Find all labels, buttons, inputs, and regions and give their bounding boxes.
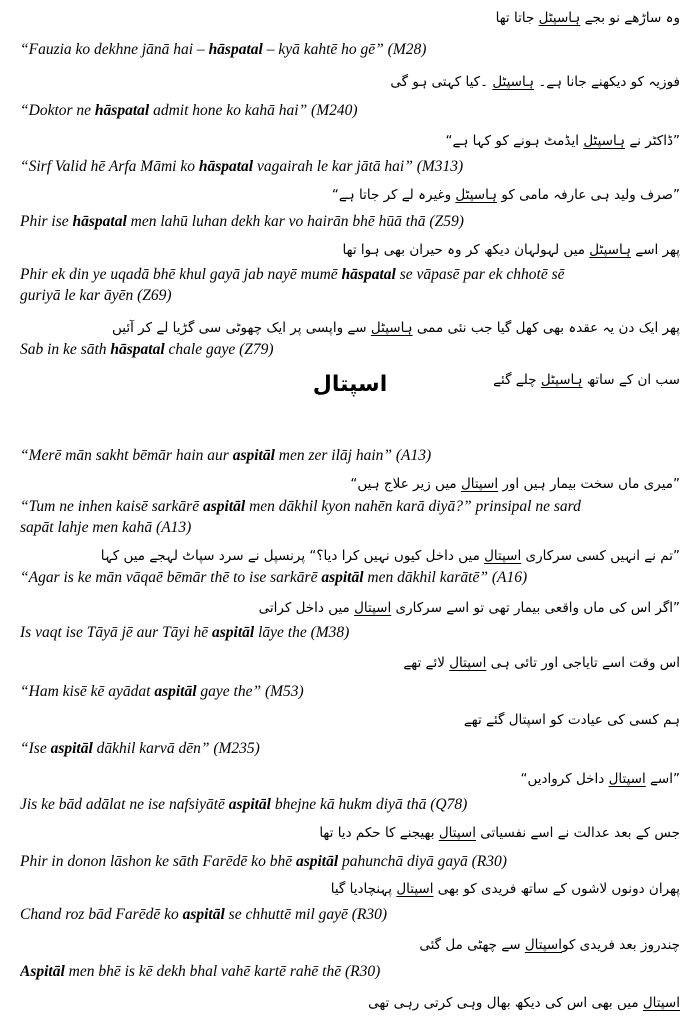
text-fragment: پہنچادیا گیا: [330, 881, 397, 897]
text-fragment: سب ان کے ساتھ: [582, 372, 680, 388]
text-fragment: ”میری ماں سخت بیمار ہیں اور: [498, 476, 680, 492]
romanized-line: [20, 518, 680, 538]
text-fragment: “Doktor ne: [20, 102, 95, 119]
text-fragment: Phir ek din ye uqadā bhē khul gayā jab nayē mumē: [20, 266, 342, 283]
keyword-underlined: اسپتال: [354, 600, 392, 616]
text-fragment: پھر اسے: [631, 242, 680, 258]
urdu-line: [20, 318, 680, 338]
urdu-line: [20, 993, 680, 1013]
keyword-bold: aspitāl: [212, 624, 255, 641]
keyword-bold: hāspatal: [72, 213, 127, 230]
text-fragment: میں داخل کیوں نہیں کرا دیا؟“ پرنسپل نے سرد سپاٹ لہجے میں کہا: [100, 548, 485, 564]
text-fragment: se chhuttē mil gayē (R30): [224, 906, 388, 923]
text-fragment: جس کے بعد عدالت نے اسے نفسیاتی: [475, 825, 680, 841]
romanized-line: [20, 905, 680, 925]
keyword-underlined: ہاسپٹل: [370, 320, 413, 336]
keyword-bold: hāspatal: [110, 341, 165, 358]
text-fragment: میں لہولہان دیکھ کر وہ حیران بھی ہوا تھا: [342, 242, 590, 258]
keyword-underlined: اسپتال: [642, 995, 680, 1011]
urdu-line: [20, 653, 680, 673]
text-fragment: لائے تھے: [403, 655, 450, 671]
text-fragment: Is vaqt ise Tāyā jē aur Tāyi hē: [20, 624, 213, 641]
text-fragment: vagairah le kar jātā hai” (M313): [253, 158, 464, 175]
text-fragment: ”ڈاکٹر نے: [625, 133, 680, 149]
keyword-bold: aspitāl: [182, 906, 225, 923]
keyword-bold: Aspitāl: [20, 963, 65, 980]
romanized-line: [20, 568, 680, 588]
text-fragment: داخل کروادیں“: [520, 771, 609, 787]
text-fragment: Sab in ke sāth: [20, 341, 111, 358]
keyword-bold: aspitāl: [295, 853, 339, 870]
text-fragment: ”اسے: [645, 771, 680, 787]
text-fragment: ”صرف ولید ہی عارفہ مامی کو: [497, 187, 680, 203]
keyword-underlined: ہاسپٹل: [583, 133, 626, 149]
text-fragment: بھیجنے کا حکم دیا تھا: [319, 825, 439, 841]
urdu-line: [20, 546, 680, 566]
urdu-line: [20, 879, 680, 899]
text-fragment: men lahū luhan dekh kar vo hairān bhē hūā thā (Z59): [126, 213, 464, 230]
text-fragment: Phir in donon lāshon ke sāth Farēdē ko bhē: [20, 853, 296, 870]
text-fragment: پھر ایک دن یہ عقدہ بھی کھل گیا جب نئی ممی: [412, 320, 680, 336]
text-fragment: میں زیر علاج ہیں“: [350, 476, 461, 492]
text-fragment: ”تم نے انہیں کسی سرکاری: [521, 548, 680, 564]
text-fragment: “Sirf Valid hē Arfa Māmi ko: [20, 158, 199, 175]
romanized-line: [20, 795, 680, 815]
text-fragment: bhejne kā hukm diyā thā (Q78): [270, 796, 468, 813]
keyword-underlined: اسپتال: [396, 881, 434, 897]
romanized-line: [20, 157, 680, 177]
text-fragment: “Fauzia ko dekhne jānā hai –: [20, 41, 209, 58]
keyword-underlined: اسپتال: [438, 825, 476, 841]
keyword-bold: aspitāl: [232, 447, 275, 464]
text-fragment: “Ise: [20, 740, 51, 757]
romanized-line: [20, 101, 680, 121]
text-fragment: اس وقت اسے تایاجی اور تائی ہی: [486, 655, 680, 671]
keyword-bold: aspitāl: [202, 498, 246, 515]
text-fragment: فوزیہ کو دیکھنے جانا ہے۔: [534, 74, 680, 90]
romanized-line: [20, 497, 680, 517]
text-fragment: پھران دونوں لاشوں کے ساتھ فریدی کو بھی: [433, 881, 680, 897]
text-fragment: men zer ilāj hain” (A13): [274, 447, 432, 464]
urdu-line: [20, 769, 680, 789]
keyword-underlined: اسپتال: [449, 655, 487, 671]
keyword-underlined: ہاسپٹل: [538, 10, 581, 26]
section-heading-aspital: اسپتال: [312, 372, 388, 397]
text-fragment: men dākhil kyon nahēn karā diyā?” prinsipal ne sard: [245, 498, 581, 515]
keyword-underlined: اسپتال: [524, 937, 562, 953]
urdu-line: [20, 240, 680, 260]
text-fragment: lāye the (M38): [254, 624, 350, 641]
urdu-line: [20, 131, 680, 151]
text-fragment: وہ ساڑھے نو بجے: [580, 10, 680, 26]
text-fragment: ۔کیا کہتی ہو گی: [390, 74, 493, 90]
text-fragment: “Tum ne inhen kaisē sarkārē: [20, 498, 203, 515]
keyword-underlined: اسپتال: [460, 476, 499, 492]
text-fragment: admit hone ko kahā hai” (M240): [149, 102, 358, 119]
text-fragment: وغیرہ لے کر جاتا ہے“: [331, 187, 456, 203]
text-fragment: guriyā le kar āyēn (Z69): [20, 287, 172, 304]
text-fragment: pahunchā diyā gayā (R30): [338, 853, 507, 870]
text-fragment: ہم کسی کی عیادت کو اسپتال گئے تھے: [463, 712, 680, 728]
text-fragment: میں بھی اس کی دیکھ بھال وہی کرتی رہی تھی: [368, 995, 643, 1011]
text-fragment: ایڈمٹ ہونے کو کہا ہے“: [445, 133, 584, 149]
text-fragment: “Agar is ke mān vāqaē bēmār thē to ise sarkārē: [20, 569, 322, 586]
keyword-underlined: ہاسپٹل: [589, 242, 632, 258]
text-fragment: جاتا تھا: [495, 10, 539, 26]
urdu-line: [20, 935, 680, 955]
text-fragment: چندروز بعد فریدی کو: [561, 937, 680, 953]
romanized-line: [20, 446, 680, 466]
urdu-line: [20, 710, 680, 730]
text-fragment: سے چھٹی مل گئی: [419, 937, 525, 953]
text-fragment: men dākhil karātē” (A16): [363, 569, 528, 586]
urdu-line: [20, 474, 680, 494]
keyword-bold: aspitāl: [228, 796, 271, 813]
keyword-bold: aspitāl: [154, 683, 197, 700]
text-fragment: dākhil karvā dēn” (M235): [92, 740, 260, 757]
text-fragment: “Merē mān sakht bēmār hain aur: [20, 447, 233, 464]
romanized-line: [20, 340, 680, 360]
urdu-line: [20, 823, 680, 843]
keyword-underlined: ہاسپٹل: [492, 74, 535, 90]
text-fragment: chale gaye (Z79): [164, 341, 274, 358]
urdu-line: [20, 185, 680, 205]
text-fragment: men bhē is kē dekh bhal vahē kartē rahē thē (R30): [64, 963, 381, 980]
text-fragment: میں داخل کراتی: [258, 600, 355, 616]
keyword-underlined: ہاسپٹل: [540, 372, 583, 388]
keyword-bold: aspitāl: [321, 569, 364, 586]
keyword-bold: hāspatal: [341, 266, 396, 283]
romanized-line: [20, 212, 680, 232]
urdu-line: [20, 72, 680, 92]
text-fragment: se vāpasē par ek chhotē sē: [395, 266, 565, 283]
text-fragment: Jis ke bād adālat ne ise nafsiyātē: [20, 796, 229, 813]
text-fragment: ”اگر اس کی ماں واقعی بیمار تھی تو اسے سرکاری: [391, 600, 680, 616]
romanized-line: [20, 623, 680, 643]
text-fragment: “Ham kisē kē ayādat: [20, 683, 155, 700]
romanized-line: [20, 286, 680, 306]
text-fragment: gaye the” (M53): [196, 683, 304, 700]
text-fragment: چلے گئے: [493, 372, 541, 388]
keyword-bold: hāspatal: [208, 41, 263, 58]
romanized-line: [20, 739, 680, 759]
text-fragment: Chand roz bād Farēdē ko: [20, 906, 183, 923]
urdu-line: [20, 8, 680, 28]
romanized-line: [20, 852, 680, 872]
text-fragment: Phir ise: [20, 213, 73, 230]
keyword-underlined: اسپتال: [608, 771, 646, 787]
keyword-bold: aspitāl: [50, 740, 93, 757]
romanized-line: [20, 682, 680, 702]
text-fragment: سے واپسی پر ایک چھوٹی سی گڑیا لے کر آئیں: [112, 320, 371, 336]
keyword-underlined: اسپتال: [484, 548, 522, 564]
romanized-line: [20, 962, 680, 982]
romanized-line: [20, 40, 680, 60]
keyword-underlined: ہاسپٹل: [455, 187, 498, 203]
keyword-bold: hāspatal: [198, 158, 254, 175]
text-fragment: sapāt lahje men kahā (A13): [20, 519, 192, 536]
romanized-line: [20, 265, 680, 285]
keyword-bold: hāspatal: [94, 102, 150, 119]
urdu-line: [20, 598, 680, 618]
text-fragment: – kyā kahtē ho gē” (M28): [262, 41, 427, 58]
